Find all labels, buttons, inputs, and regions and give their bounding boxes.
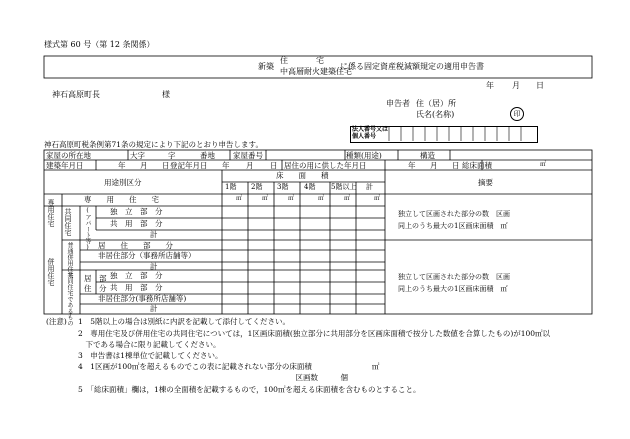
shared-group-label: 共同住宅 [64,208,72,236]
reg-month: 月 [246,161,254,170]
exclusive-independent: 独 立 部 分 [110,207,163,216]
exclusive-common: 共 用 部 分 [110,219,163,228]
mixed-kyoju-part: 居 部 [84,274,107,283]
aza-label: 字 [168,151,176,160]
unit-mark: ㎡ [236,195,243,202]
exclusive-group-label: 専用住宅 [47,199,55,227]
mixed-non-res: 非居住部分（事務所店舗等） [98,251,196,260]
unit-mark: ㎡ [344,195,351,202]
built-year: 年 [118,161,126,170]
remarks-header: 摘要 [478,178,493,187]
note-5: 5 「総床面積」欄は，1棟の全面積を記載するもので，100㎡を超える床面積を含むものとすること。 [78,385,421,394]
floor-area-header: 床 面 積 [276,171,329,180]
moved-day: 日 [452,161,460,170]
note-4: 4 1区画が100㎡を超えるものでこの表に記載されない部分の床面積 ㎡ [78,362,380,371]
note-1: 1 5階以上の場合は別紙に内訳を記載して添付してください。 [78,317,291,326]
moved-month: 月 [430,161,438,170]
reg-day: 日 [270,161,278,170]
mixed-total: 計 [150,262,158,271]
unit-mark: ㎡ [288,195,295,202]
total-area-unit: ㎡ [540,161,547,168]
date-year: 年 [486,81,494,90]
mixed-kyoju: 居 住 部 分 [98,241,173,250]
moved-year: 年 [408,161,416,170]
built-label: 建築年月日 [46,161,84,170]
mixed-kyoju-part2: 住 分 [84,284,107,293]
title-lower: 中高層耐火建築住宅 [280,67,352,76]
unit-mark: ㎡ [374,195,381,202]
exclusive-total: 計 [150,230,158,239]
declarant-name: 氏名(名称) [416,110,455,119]
floor-3: 3階 [277,183,289,191]
exclusive-remark-1: 独立して区画された部分の数 区画 [398,210,510,218]
declarant-address: 住（居）所 [416,99,456,108]
note-4-cont: 区画数 個 [78,373,348,382]
notes-label: (注意) [46,317,67,326]
seal-mark: 印 [510,107,524,121]
addressee-honorific: 様 [162,90,170,99]
title-upper: 住 宅 [280,56,325,65]
location-label: 家屋の所在地 [46,151,91,160]
registered-label: 登記年月日 [170,161,208,170]
note-3: 3 申告書は1棟単位で記載してください。 [78,351,223,360]
corp-number-label2: 個人番号 [352,133,377,140]
exclusive-row-label: 専 用 住 宅 [84,195,159,204]
banchi-label: 番地 [200,151,215,160]
mixed-sub1-label: 普通併用住宅 [66,242,73,278]
structure-label: 構造 [420,151,435,160]
declarant-label: 申告者 [386,99,410,108]
mixed-total2: 計 [150,304,158,313]
floor-5: 5階以上 [331,183,357,191]
total-area-label: 総床面積 [462,161,492,170]
usage-header: 用途別区分 [104,178,142,187]
kind-label: 種類(用途) [346,151,382,160]
mixed-non-res2: 非居住部分(事務所店舗等) [98,294,187,303]
shared-sub-label: (アパート等) [84,207,91,251]
mixed-group-label: 併用住宅 [47,258,55,286]
mixed-common: 共 用 部 分 [110,283,163,292]
reg-year: 年 [222,161,230,170]
intro-text: 神石高原町税条例第71条の規定により下記のとおり申告します。 [44,140,263,149]
floor-4: 4階 [304,183,316,191]
note-2-cont: 下である場合に限り記載してください。 [78,340,221,349]
floor-2: 2階 [251,183,263,191]
note-2: 2 専用住宅及び併用住宅の共同住宅については，1区画床面積(独立部分に共用部分を区画床面積で按分した数値を合算したもの)が100㎡以 [78,329,551,338]
title-prefix: 新築 [258,62,274,71]
unit-mark: ㎡ [318,195,325,202]
mixed-independent: 独 立 部 分 [110,271,163,280]
floor-total: 計 [366,183,373,191]
exclusive-remark-2: 同上のうち最大の1区画床面積 ㎡ [398,222,508,230]
unit-mark: ㎡ [262,195,269,202]
addressee-name: 神石高原町長 [52,90,100,99]
mixed-remark-2: 同上のうち最大の1区画床面積 ㎡ [398,285,508,293]
moved-in-label: 居住の用に供した年月日 [284,161,367,170]
house-no-label: 家屋番号 [233,151,263,160]
built-day: 日 [162,161,170,170]
oaza-label: 大字 [130,151,145,160]
floor-1: 1階 [225,183,237,191]
mixed-sub2-label: 共同住宅であるもの [66,272,73,326]
date-month: 月 [512,81,520,90]
corp-number-label1: 法人番号又は [352,126,389,133]
built-month: 月 [140,161,148,170]
form-number: 様式第 60 号（第 12 条関係） [44,40,155,49]
mixed-remark-1: 独立して区画された部分の数 区画 [398,273,510,281]
date-day: 日 [536,81,544,90]
title-suffix: に係る固定資産税減額規定の適用申告書 [340,62,484,71]
